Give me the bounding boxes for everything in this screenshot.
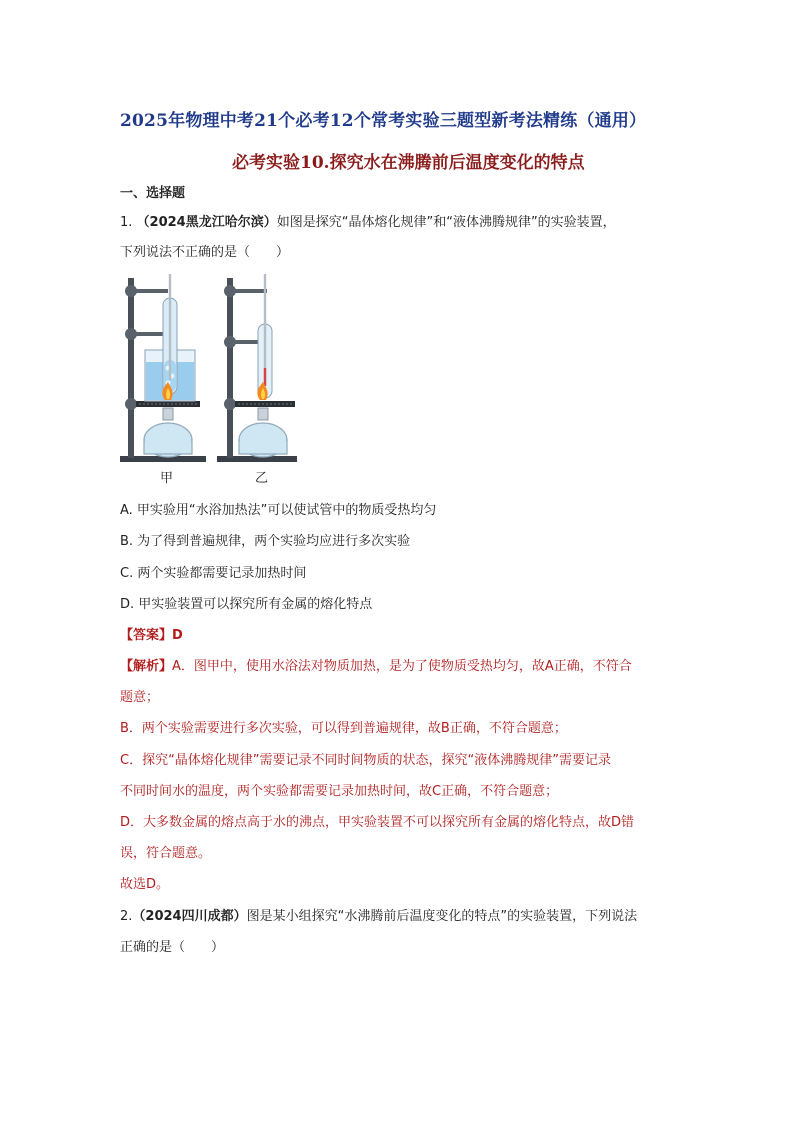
question-2-source: （2024四川成都）	[132, 909, 247, 924]
clamp-knob-ring-left	[125, 398, 137, 410]
analysis-d-line2: 误，符合题意。	[120, 846, 212, 861]
question-1-number: 1.	[120, 215, 133, 230]
analysis-conclusion: 故选D。	[120, 877, 170, 892]
answer-value: D	[172, 628, 183, 643]
analysis-c-line2: 不同时间水的温度，两个实验都需要记录加热时间，故C正确，不符合题意；	[120, 784, 559, 799]
figure-label-left: 甲	[160, 471, 174, 486]
analysis-a-line2: 题意；	[120, 690, 160, 705]
stand-rod-left	[128, 278, 134, 458]
document-subtitle: 必考实验10.探究水在沸腾前后温度变化的特点	[232, 153, 585, 173]
apparatus-right	[217, 274, 297, 462]
question-2-number: 2.	[120, 909, 133, 924]
question-1-source: （2024黑龙江哈尔滨）	[136, 215, 277, 230]
option-a: A. 甲实验用“水浴加热法”可以使试管中的物质受热均匀	[120, 503, 437, 518]
section-heading: 一、选择题	[120, 186, 186, 201]
question-1-stem-line2: 下列说法不正确的是（ ）	[120, 245, 290, 260]
clamp-knob-ring-right	[224, 398, 236, 410]
question-2-stem-text: 图是某小组探究“水沸腾前后温度变化的特点”的实验装置，下列说法	[246, 909, 638, 924]
analysis-a-line1	[120, 655, 632, 674]
analysis-b: B．两个实验需要进行多次实验，可以得到普遍规律，故B正确，不符合题意；	[120, 721, 567, 736]
analysis-a-text: A．图甲中，使用水浴法对物质加热，是为了使物质受热均匀，故A正确，不符合	[172, 659, 632, 674]
stand-rod-right	[227, 278, 233, 458]
question-1-stem-line1	[120, 211, 616, 230]
answer-line	[120, 624, 183, 643]
option-b: B. 为了得到普遍规律，两个实验均应进行多次实验	[120, 534, 411, 549]
apparatus-left	[120, 274, 206, 462]
analysis-d-line1: D．大多数金属的熔点高于水的沸点，甲实验装置不可以探究所有金属的熔化特点，故D错	[120, 815, 635, 830]
question-2-stem-line1	[120, 905, 637, 924]
figure-label-right: 乙	[255, 471, 269, 486]
document-title: 2025年物理中考21个必考12个常考实验三题型新考法精练（通用）	[120, 111, 647, 131]
answer-tag: 【答案】	[120, 628, 173, 643]
question-1-stem-text: 如图是探究“晶体熔化规律”和“液体沸腾规律”的实验装置，	[276, 215, 616, 230]
question-2-stem-line2: 正确的是（ ）	[120, 940, 225, 955]
analysis-tag: 【解析】	[120, 659, 173, 674]
analysis-c-line1: C．探究“晶体熔化规律”需要记录不同时间物质的状态，探究“液体沸腾规律”需要记录	[120, 753, 612, 768]
option-c: C. 两个实验都需要记录加热时间	[120, 566, 307, 581]
option-d: D. 甲实验装置可以探究所有金属的熔化特点	[120, 597, 373, 612]
lab-apparatus-figure	[115, 268, 315, 490]
